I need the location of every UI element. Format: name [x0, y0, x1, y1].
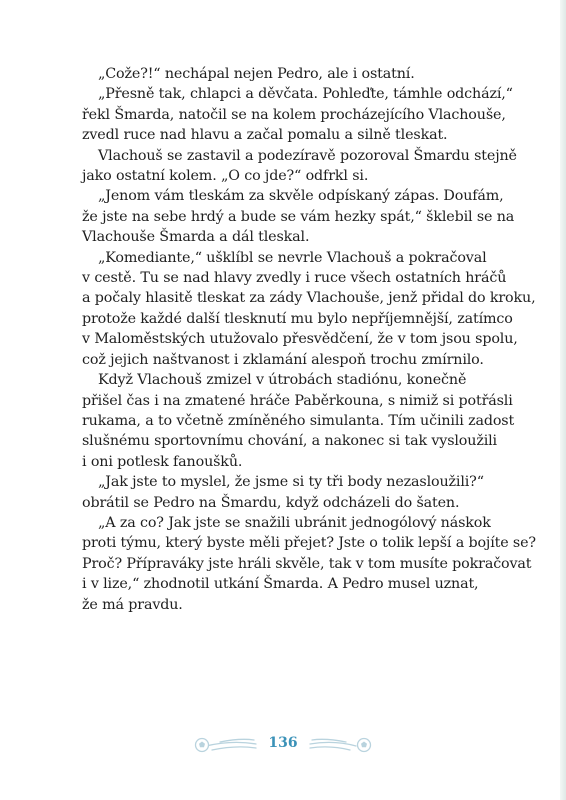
- text-line: slušnému sportovnímu chování, a nakonec si tak vysloužili: [82, 433, 497, 450]
- text-line: rukama, a to včetně zmíněného simulanta. Tím učinili zadost: [82, 412, 515, 429]
- text-line: „Přesně tak, chlapci a děvčata. Pohleďte, támhle odchází,“: [98, 86, 513, 103]
- text-line: Vlachouš se zastavil a podezíravě pozoroval Šmardu stejně: [98, 147, 517, 164]
- text-line: „Jenom vám tleskám za skvěle odpískaný zápas. Doufám,: [98, 188, 504, 205]
- text-line: protože každé další tlesknutí mu bylo nepříjemnější, zatímco: [82, 310, 513, 327]
- paragraph: [82, 248, 536, 370]
- text-line: v cestě. Tu se nad hlavy zvedly i ruce všech ostatních hráčů: [82, 270, 507, 287]
- text-line: Když Vlachouš zmizel v útrobách stadiónu, konečně: [98, 372, 467, 389]
- paragraph: [82, 513, 536, 615]
- paragraph: [82, 84, 513, 145]
- text-line: „Jak jste to myslel, že jsme si ty tři body nezasloužili?“: [98, 474, 484, 491]
- text-line: „A za co? Jak jste se snažili ubránit jednogólový náskok: [98, 514, 491, 531]
- text-line: zvedl ruce nad hlavu a začal pomalu a silně tleskat.: [82, 127, 448, 144]
- paragraph: [82, 472, 484, 513]
- text-line: obrátil se Pedro na Šmardu, když odcházeli do šaten.: [82, 494, 460, 511]
- body-text: [82, 64, 536, 615]
- text-line: že má pravdu.: [82, 596, 183, 613]
- text-line: přišel čas i na zmatené hráče Paběrkouna, s nimiž si potřásli: [82, 392, 513, 409]
- text-line: Vlachouše Šmarda a dál tleskal.: [82, 229, 310, 246]
- text-line: proti týmu, který byste měli přejet? Jste o tolik lepší a bojíte se?: [82, 535, 536, 552]
- text-line: jako ostatní kolem. „O co jde?“ odfrkl si.: [82, 168, 369, 185]
- paragraph: [82, 370, 515, 472]
- soccer-ball-icon: [196, 739, 209, 752]
- text-line: Proč? Přípraváky jste hráli skvěle, tak v tom musíte pokračovat: [82, 555, 532, 572]
- text-line: v Maloměstských utužovalo přesvědčení, že v tom jsou spolu,: [82, 331, 518, 348]
- paragraph: [82, 64, 484, 84]
- text-line: i oni potlesk fanoušků.: [82, 453, 243, 470]
- text-line: což jejich naštvanost i zklamání alespoň trochu zmírnilo.: [82, 351, 484, 368]
- text-line: a počaly hlasitě tleskat za zády Vlachouše, jenž přidal do kroku,: [82, 290, 536, 307]
- text-line: „Cože?!“ nechápal nejen Pedro, ale i ostatní.: [98, 66, 415, 82]
- text-line: i v lize,“ zhodnotil utkání Šmarda. A Pedro musel uznat,: [82, 576, 479, 593]
- page-edge-shadow: [560, 0, 566, 800]
- text-line: „Komediante,“ ušklíbl se nevrle Vlachouš a pokračoval: [98, 249, 487, 266]
- paragraph: [82, 186, 515, 247]
- paragraph: [82, 146, 517, 187]
- text-line: že jste na sebe hrdý a bude se vám hezky spát,“ šklebil se na: [82, 208, 515, 225]
- text-line: řekl Šmarda, natočil se na kolem procházejícího Vlachouše,: [82, 106, 506, 123]
- page-footer: [0, 729, 566, 759]
- soccer-ball-icon: [358, 739, 371, 752]
- page-number: 136: [268, 735, 298, 751]
